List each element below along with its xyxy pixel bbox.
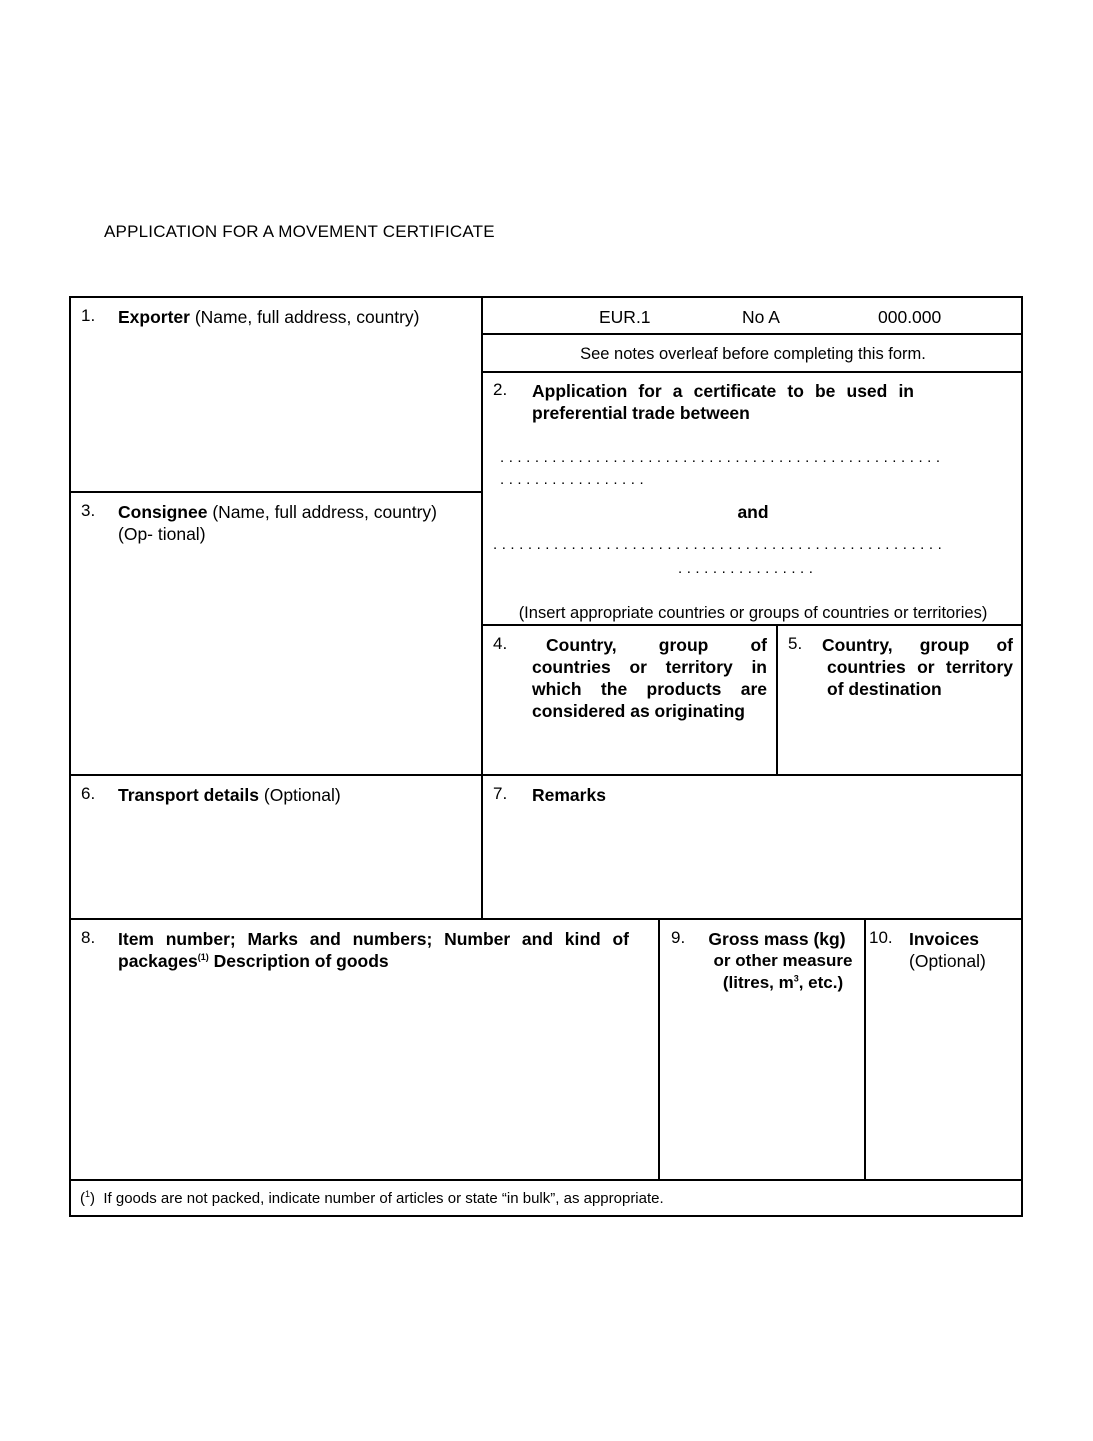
consignee-details: (Name, full address, country) (Op- tional) <box>118 502 437 544</box>
box2-dots-line2: ................. <box>500 471 649 488</box>
box8-number: 8. <box>81 928 96 947</box>
divider-box1-box3 <box>69 491 482 493</box>
invoices-heading: Invoices <box>909 929 980 949</box>
box2-dots-line1: ................................................... <box>500 449 945 466</box>
and-label: and <box>737 502 769 522</box>
transport-optional: (Optional) <box>259 785 341 805</box>
divider-box8-box9 <box>658 918 660 1181</box>
form-outer-border <box>69 296 1023 1217</box>
divider-box2-box4 <box>481 624 1023 626</box>
number-prefix: No A <box>742 307 780 327</box>
exporter-details: (Name, full address, country) <box>189 307 420 327</box>
other-measure-line: or other measure <box>713 951 853 970</box>
box2-dots-line4: ................ <box>678 560 818 577</box>
remarks-heading: Remarks <box>532 785 606 805</box>
certificate-number: 000.000 <box>878 307 942 327</box>
box2-dots-line3: .................................................... <box>493 536 947 553</box>
box6-label <box>118 784 473 806</box>
divider-row-goods <box>69 918 1023 920</box>
box3-number: 3. <box>81 501 96 520</box>
footnote-mark: ($^1$) <box>80 1189 96 1207</box>
box2-number: 2. <box>493 380 508 399</box>
gross-mass-line: Gross mass (kg) <box>708 929 846 949</box>
box8-text-part1: Item number; Marks and numbers; Number and kind of packages <box>118 929 629 971</box>
box9-label <box>697 928 857 994</box>
box8-label <box>118 928 629 972</box>
insert-countries-note: (Insert appropriate countries or groups of countries or territories) <box>518 604 988 622</box>
divider-notes <box>481 371 1023 373</box>
see-notes-text: See notes overleaf before completing this form. <box>580 345 926 363</box>
exporter-heading: Exporter <box>118 307 190 327</box>
box5-label: Country, group of countries or territory of destination <box>822 635 1013 699</box>
page-title: APPLICATION FOR A MOVEMENT CERTIFICATE <box>104 222 495 241</box>
units-line: (litres, $m^3$, etc.) <box>722 973 844 992</box>
box8-text-part2: Description of goods <box>208 951 389 971</box>
footnote <box>80 1188 664 1210</box>
invoices-optional: (Optional) <box>909 951 986 971</box>
eur1-application-form <box>69 296 1023 1217</box>
divider-header <box>481 333 1023 335</box>
footnote-text: If goods are not packed, indicate number of articles or state “in bulk”, as appropriate. <box>103 1190 664 1207</box>
divider-footnote <box>69 1179 1023 1181</box>
transport-heading: Transport details <box>118 785 260 805</box>
box2-label: Application for a certificate to be used in preferential trade between <box>532 381 914 423</box>
box9-number: 9. <box>671 928 686 947</box>
divider-box9-box10 <box>864 918 866 1181</box>
eur1-label: EUR.1 <box>599 307 651 327</box>
box4-number: 4. <box>493 634 508 653</box>
consignee-heading: Consignee <box>118 502 208 522</box>
box1-label <box>118 306 473 328</box>
box6-number: 6. <box>81 784 96 803</box>
footnote-ref: (1) <box>197 952 209 963</box>
box4-label: Country, group of countries or territory in which the products are considered as originating <box>532 635 767 721</box>
divider-row-transport <box>69 774 1023 776</box>
box3-label <box>118 501 463 545</box>
divider-box4-box5 <box>776 624 778 775</box>
box5-number: 5. <box>788 634 803 653</box>
box1-number: 1. <box>81 306 96 325</box>
box10-label <box>909 928 986 972</box>
box7-number: 7. <box>493 784 508 803</box>
box10-number: 10. <box>869 928 893 947</box>
